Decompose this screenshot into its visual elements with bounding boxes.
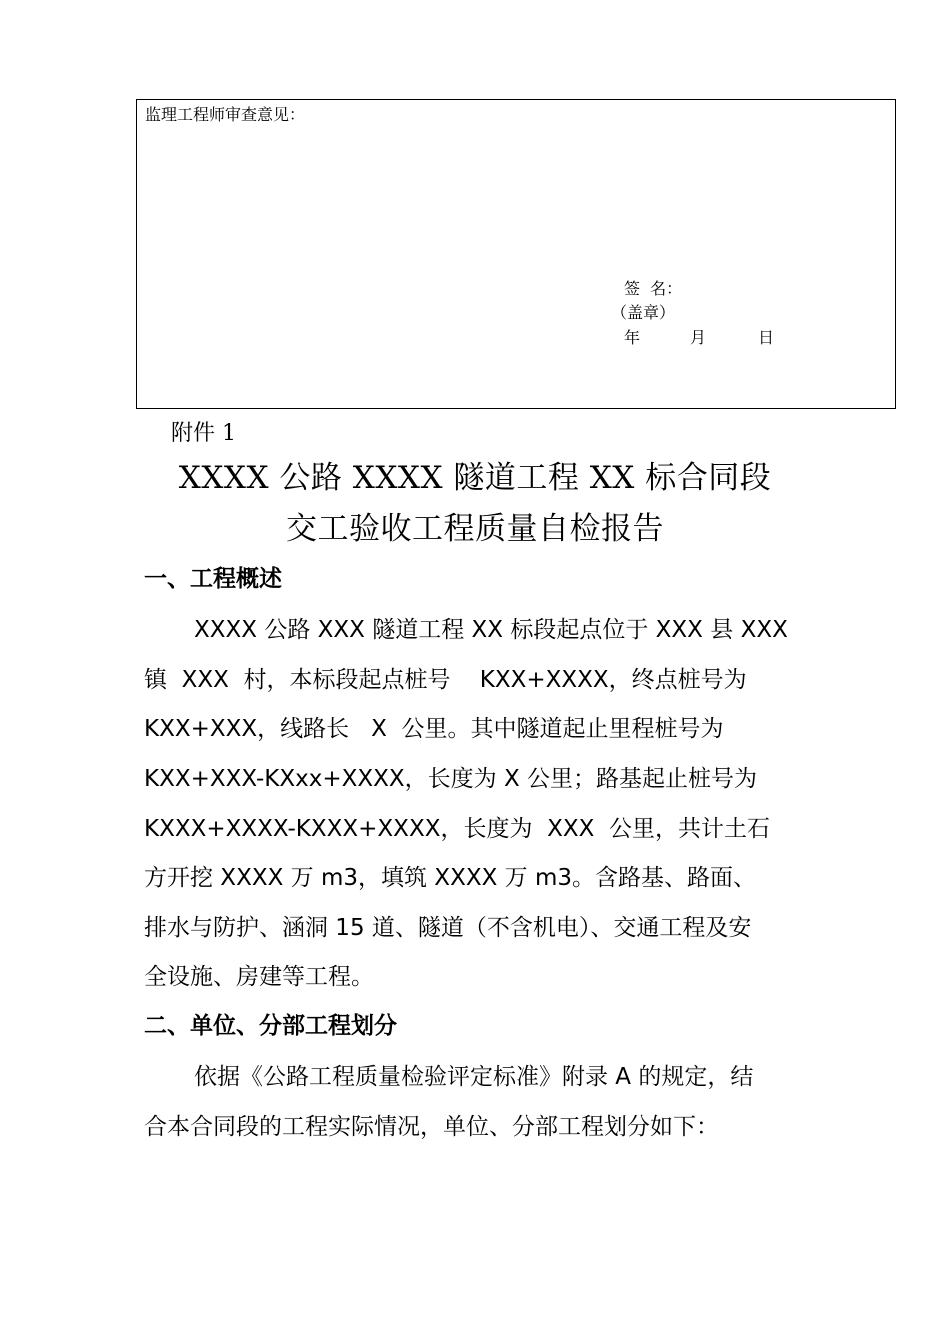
document-title-line-2: 交工验收工程质量自检报告 [286, 511, 664, 547]
date-month-label: 月 [690, 328, 707, 347]
supervisor-review-box [136, 99, 896, 409]
date-day-label: 日 [758, 328, 775, 347]
document-title-line-1: XXXX 公路 XXXX 隧道工程 XX 标合同段 [178, 460, 772, 496]
review-box-title: 监理工程师审查意见： [145, 105, 306, 124]
seal-label: （盖章） [611, 303, 676, 322]
date-year-label: 年 [624, 328, 641, 347]
paragraph-line: KXXX+XXXX-KXXX+XXXX，长度为 XXX 公里，共计土石 [144, 816, 770, 842]
paragraph-line: 镇 XXX 村，本标段起点桩号 KXX+XXXX，终点桩号为 [144, 667, 747, 693]
paragraph-line: 合本合同段的工程实际情况，单位、分部工程划分如下： [144, 1114, 719, 1140]
date-row [624, 325, 774, 347]
paragraph-line: 方开挖 XXXX 万 m3，填筑 XXXX 万 m3。含路基、路面、 [144, 865, 756, 891]
paragraph-line: 依据《公路工程质量检验评定标准》附录 A 的规定，结 [194, 1064, 754, 1090]
paragraph-line: 全设施、房建等工程。 [144, 964, 374, 990]
paragraph-line: KXX+XXX，线路长 X 公里。其中隧道起止里程桩号为 [144, 716, 724, 742]
section-heading-overview: 一、工程概述 [144, 566, 282, 592]
paragraph-line: KXX+XXX-KXxx+XXXX，长度为 X 公里；路基起止桩号为 [144, 766, 758, 792]
signature-label: 签 名： [624, 279, 683, 298]
section-heading-division: 二、单位、分部工程划分 [144, 1013, 397, 1039]
paragraph-line: 排水与防护、涵洞 15 道、隧道（不含机电）、交通工程及安 [144, 915, 752, 941]
paragraph-line: XXXX 公路 XXX 隧道工程 XX 标段起点位于 XXX 县 XXX [194, 617, 788, 643]
attachment-label: 附件 1 [171, 421, 236, 446]
